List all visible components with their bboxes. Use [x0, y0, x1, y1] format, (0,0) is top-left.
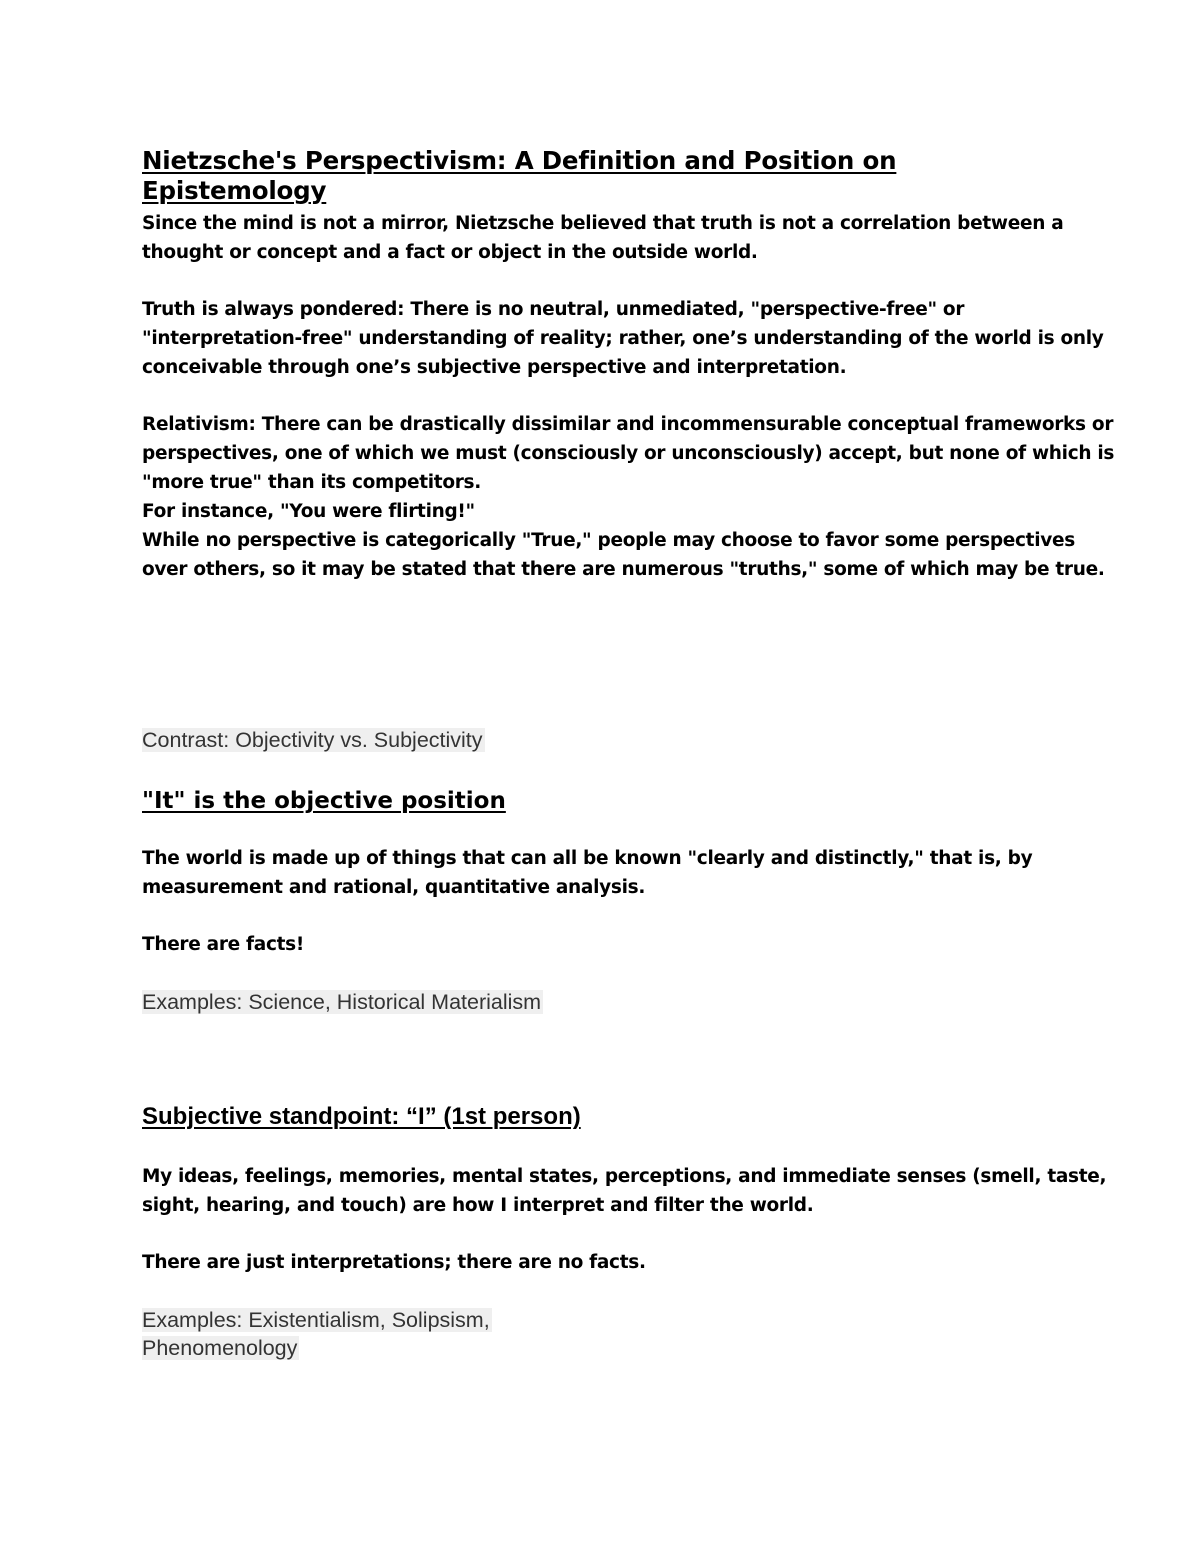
truth-paragraph — [142, 295, 1104, 382]
subjective-paragraph — [142, 1162, 1107, 1220]
contrast-label-text: Contrast: Objectivity vs. Subjectivity — [142, 728, 483, 752]
subjective-line: My ideas, feelings, memories, mental states, perceptions, and immediate senses (smell, taste, — [142, 1166, 1107, 1187]
objective-line: measurement and rational, quantitative analysis. — [142, 877, 646, 898]
truth-line: Truth is always pondered: There is no neutral, unmediated, "perspective-free" or — [142, 299, 965, 320]
truth-line: conceivable through one’s subjective perspective and interpretation. — [142, 357, 847, 378]
relativism-line: While no perspective is categorically "True," people may choose to favor some perspectives — [142, 530, 1075, 551]
subjective-line: sight, hearing, and touch) are how I interpret and filter the world. — [142, 1195, 814, 1216]
intro-line: Since the mind is not a mirror, Nietzsche believed that truth is not a correlation between a — [142, 213, 1064, 234]
objective-examples-text: Examples: Science, Historical Materialism — [142, 990, 542, 1014]
intro-line: thought or concept and a fact or object in the outside world. — [142, 242, 758, 263]
objective-paragraph — [142, 844, 1062, 902]
relativism-line: "more true" than its competitors. — [142, 472, 481, 493]
relativism-line: over others, so it may be stated that there are numerous "truths," some of which may be true. — [142, 559, 1105, 580]
contrast-label — [142, 726, 1062, 754]
objective-examples — [142, 988, 1062, 1016]
subjective-heading: Subjective standpoint: “I” (1st person) — [142, 1103, 581, 1130]
subjective-examples-text: Examples: Existentialism, Solipsism, — [142, 1308, 490, 1332]
relativism-line: For instance, "You were flirting!" — [142, 501, 475, 522]
subjective-examples-text: Phenomenology — [142, 1336, 298, 1360]
document-title: Nietzsche's Perspectivism: A Definition and Position on Epistemology — [142, 146, 897, 205]
relativism-line: Relativism: There can be drastically dissimilar and incommensurable conceptual frameworks or — [142, 414, 1114, 435]
intro-paragraph — [142, 209, 1062, 267]
relativism-paragraph — [142, 410, 1115, 584]
interpretations-line: There are just interpretations; there are no facts. — [142, 1252, 646, 1273]
relativism-line: perspectives, one of which we must (consciously or unconsciously) accept, but none of which is — [142, 443, 1115, 464]
truth-line: "interpretation-free" understanding of reality; rather, one’s understanding of the world is only — [142, 328, 1104, 349]
facts-line: There are facts! — [142, 934, 305, 955]
objective-line: The world is made up of things that can all be known "clearly and distinctly," that is, by — [142, 848, 1033, 869]
objective-heading: "It" is the objective position — [142, 788, 506, 814]
subjective-examples — [142, 1306, 1062, 1362]
